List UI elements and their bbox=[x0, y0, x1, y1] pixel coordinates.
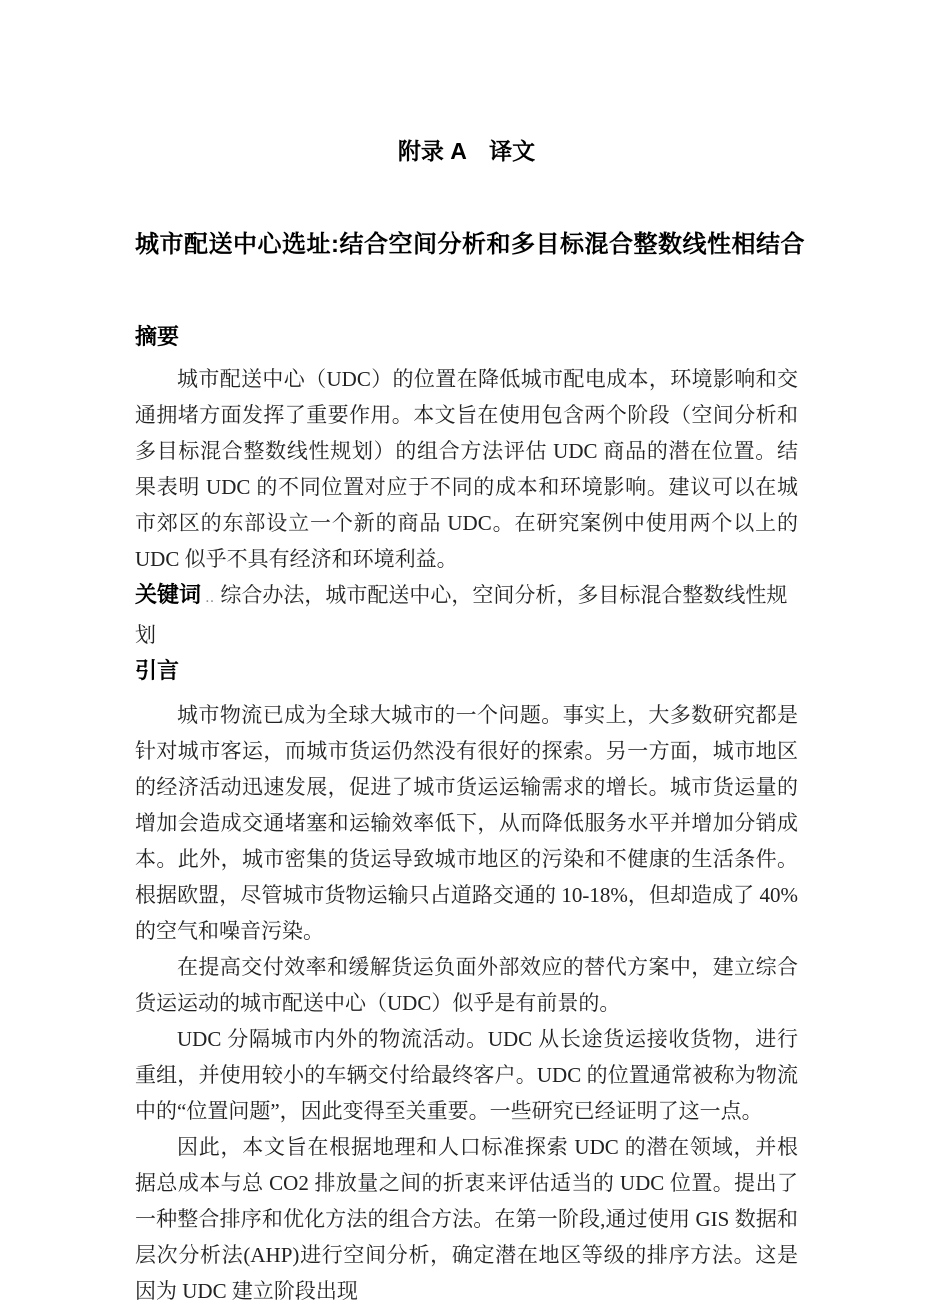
keywords-label: 关键词 bbox=[135, 582, 202, 607]
intro-paragraph-3: UDC 分隔城市内外的物流活动。UDC 从长途货运接收货物，进行重组，并使用较小的车辆交付给最终客户。UDC 的位置通常被称为物流中的“位置问题”，因此变得至关重要。一些研究已经证明了这一点。 bbox=[135, 1027, 798, 1123]
keywords-separator: ‥ bbox=[205, 591, 218, 606]
keywords-text: 综合办法，城市配送中心，空间分析，多目标混合整数线性规划 bbox=[135, 583, 788, 647]
appendix-title: 附录 A 译文 bbox=[397, 138, 536, 164]
intro-paragraph-2: 在提高交付效率和缓解货运负面外部效应的替代方案中，建立综合货运运动的城市配送中心（UDC）似乎是有前景的。 bbox=[135, 955, 798, 1015]
intro-paragraph-4: 因此，本文旨在根据地理和人口标准探索 UDC 的潜在领域，并根据总成本与总 CO2 排放量之间的折衷来评估适当的 UDC 位置。提出了一种整合排序和优化方法的组合方法。在第一阶段,通过使用 GIS 数据和层次分析法(AHP)进行空间分析，确定潜在地区等级的排序方法。这是因为 UDC 建立阶段出现 bbox=[135, 1135, 798, 1303]
abstract-paragraph: 城市配送中心（UDC）的位置在降低城市配电成本，环境影响和交通拥堵方面发挥了重要作用。本文旨在使用包含两个阶段（空间分析和多目标混合整数线性规划）的组合方法评估 UDC 商品的潜在位置。结果表明 UDC 的不同位置对应于不同的成本和环境影响。建议可以在城市郊区的东部设立一个新的商品 UDC。在研究案例中使用两个以上的 UDC 似乎不具有经济和环境利益。 bbox=[135, 367, 798, 571]
abstract-section-label: 摘要 bbox=[135, 324, 180, 349]
keywords-line bbox=[135, 577, 798, 653]
intro-paragraph-1: 城市物流已成为全球大城市的一个问题。事实上，大多数研究都是针对城市客运，而城市货运仍然没有很好的探索。另一方面，城市地区的经济活动迅速发展，促进了城市货运运输需求的增长。城市货运量的增加会造成交通堵塞和运输效率低下，从而降低服务水平并增加分销成本。此外，城市密集的货运导致城市地区的污染和不健康的生活条件。根据欧盟，尽管城市货物运输只占道路交通的 10-18%，但却造成了 40%的空气和噪音污染。 bbox=[135, 703, 798, 943]
article-heading: 城市配送中心选址:结合空间分析和多目标混合整数线性相结合 bbox=[135, 231, 805, 258]
introduction-section-label: 引言 bbox=[135, 658, 180, 683]
